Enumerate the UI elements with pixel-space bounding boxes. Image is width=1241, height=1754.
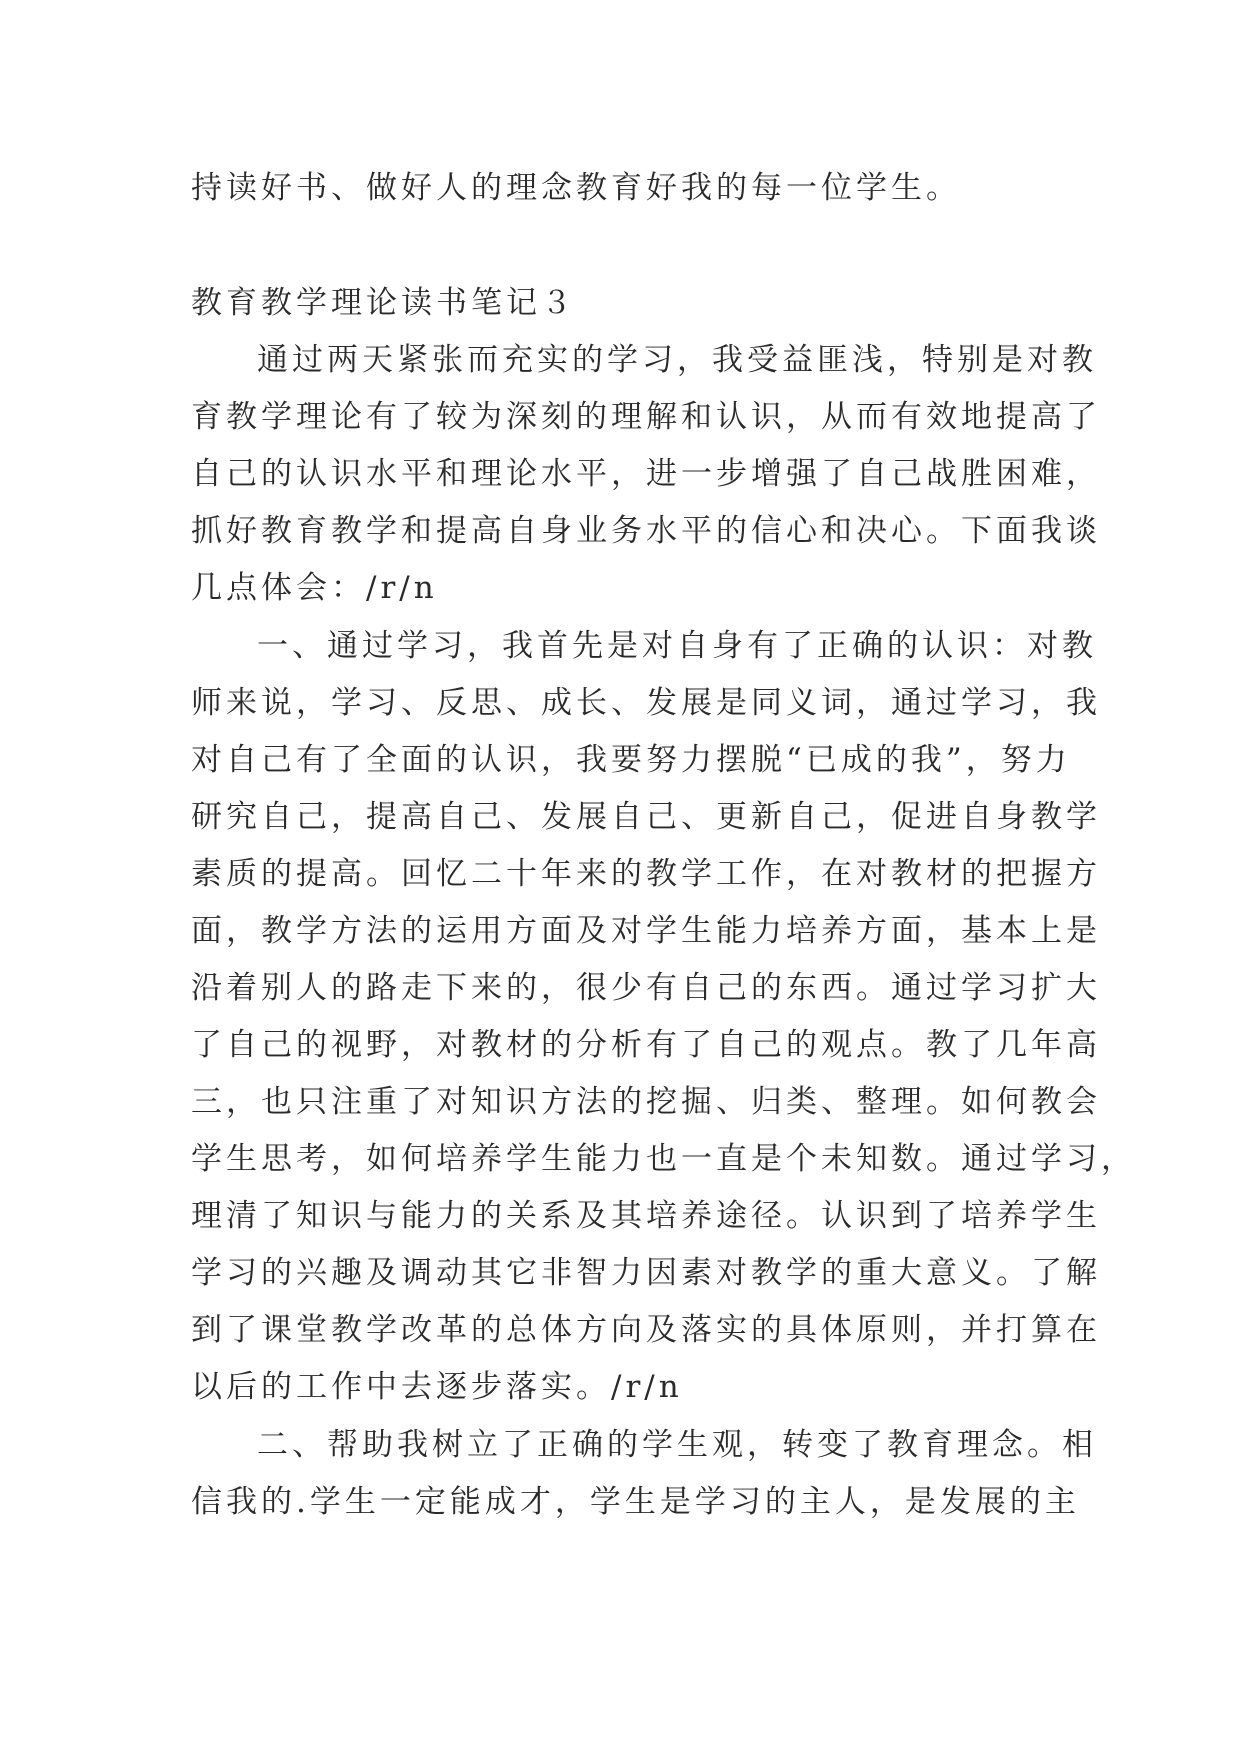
paragraph-line: 研究自己，提高自己、发展自己、更新自己，促进自身教学 bbox=[191, 799, 1101, 835]
paragraph-line: 三，也只注重了对知识方法的挖掘、归类、整理。如何教会 bbox=[191, 1084, 1101, 1120]
continuation-paragraph bbox=[191, 160, 1061, 217]
paragraph-line: 素质的提高。回忆二十年来的教学工作，在对教材的把握方 bbox=[191, 856, 1101, 892]
paragraph-line: 信我的.学生一定能成才，学生是学习的主人，是发展的主 bbox=[191, 1484, 1080, 1520]
paragraph-line: 师来说，学习、反思、成长、发展是同义词，通过学习，我 bbox=[191, 685, 1101, 721]
paragraph-line: 二、帮助我树立了正确的学生观，转变了教育理念。相 bbox=[257, 1427, 1097, 1463]
paragraph-line: 学习的兴趣及调动其它非智力因素对教学的重大意义。了解 bbox=[191, 1255, 1101, 1291]
paragraph-line: 几点体会：/r/n bbox=[191, 570, 438, 606]
paragraph-2 bbox=[191, 618, 1136, 1416]
paragraph-1 bbox=[191, 332, 1101, 617]
paragraph-line: 持读好书、做好人的理念教育好我的每一位学生。 bbox=[191, 170, 961, 206]
paragraph-line: 理清了知识与能力的关系及其培养途径。认识到了培养学生 bbox=[191, 1198, 1101, 1234]
paragraph-3 bbox=[191, 1417, 1097, 1531]
paragraph-line: 抓好教育教学和提高自身业务水平的信心和决心。下面我谈 bbox=[191, 513, 1101, 549]
paragraph-line: 育教学理论有了较为深刻的理解和认识，从而有效地提高了 bbox=[191, 399, 1101, 435]
section-heading bbox=[191, 275, 1061, 332]
paragraph-line: 沿着别人的路走下来的，很少有自己的东西。通过学习扩大 bbox=[191, 970, 1101, 1006]
paragraph-line: 一、通过学习，我首先是对自身有了正确的认识：对教 bbox=[257, 628, 1097, 664]
paragraph-line: 以后的工作中去逐步落实。/r/n bbox=[191, 1369, 683, 1405]
paragraph-line: 对自己有了全面的认识，我要努力摆脱“已成的我”，努力 bbox=[191, 742, 1071, 778]
heading-text: 教育教学理论读书笔记３ bbox=[191, 285, 576, 321]
paragraph-line: 了自己的视野，对教材的分析有了自己的观点。教了几年高 bbox=[191, 1027, 1101, 1063]
paragraph-line: 通过两天紧张而充实的学习，我受益匪浅，特别是对教 bbox=[257, 342, 1097, 378]
paragraph-line: 面，教学方法的运用方面及对学生能力培养方面，基本上是 bbox=[191, 913, 1101, 949]
paragraph-line: 到了课堂教学改革的总体方向及落实的具体原则，并打算在 bbox=[191, 1312, 1101, 1348]
paragraph-line: 学生思考，如何培养学生能力也一直是个未知数。通过学习， bbox=[191, 1141, 1136, 1177]
paragraph-line: 自己的认识水平和理论水平，进一步增强了自己战胜困难， bbox=[191, 456, 1101, 492]
